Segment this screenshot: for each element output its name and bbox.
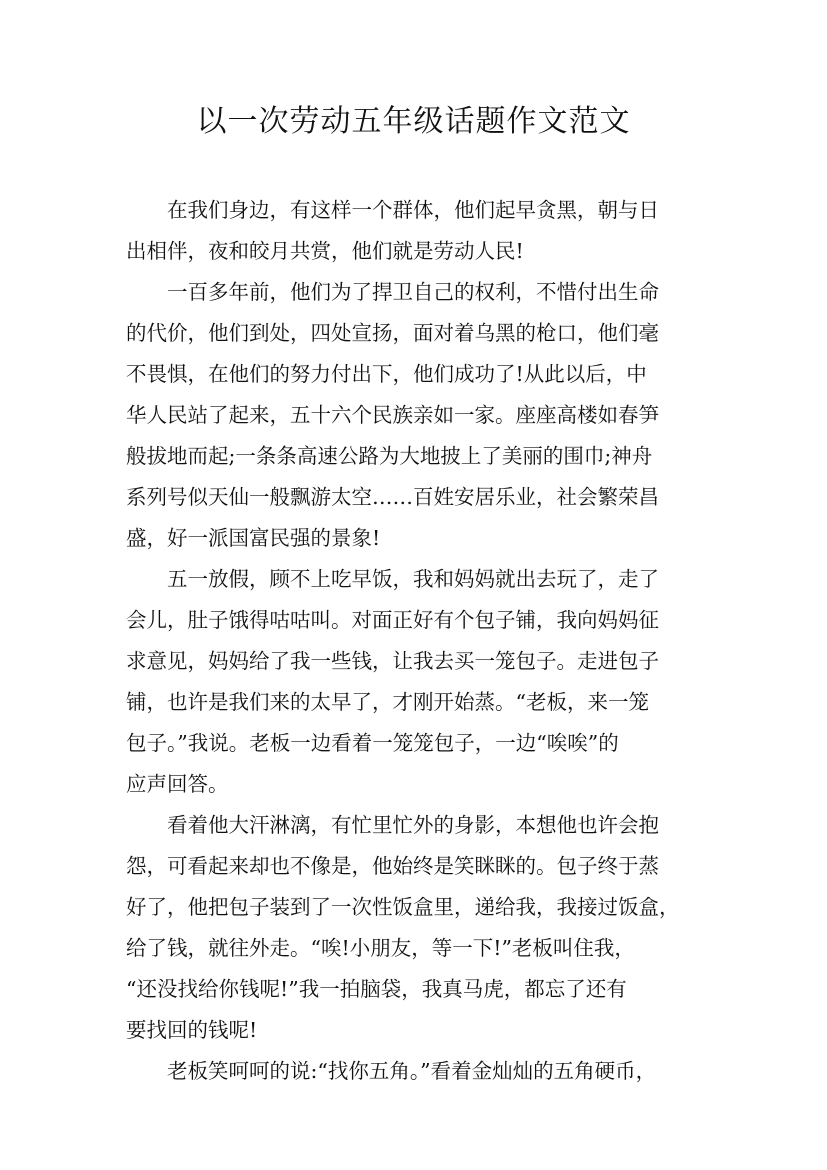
- paragraph-5: [126, 1051, 700, 1092]
- paragraph-1: [126, 190, 700, 272]
- text-line: 不畏惧，在他们的努力付出下，他们成功了!从此以后，中: [126, 362, 647, 386]
- text-line: 般拔地而起;一条条高速公路为大地披上了美丽的围巾;神舟: [126, 444, 653, 468]
- text-line: 好了，他把包子装到了一次性饭盒里，递给我，我接过饭盒，: [126, 895, 680, 919]
- text-line: 要找回的钱呢!: [126, 1018, 258, 1042]
- text-line: 出相伴，夜和皎月共赏，他们就是劳动人民!: [126, 239, 524, 263]
- text-line: 五一放假，顾不上吃早饭，我和妈妈就出去玩了，走了: [167, 567, 659, 591]
- paragraph-2: [126, 272, 700, 559]
- document-body: [126, 190, 700, 1092]
- text-line: 给了钱，就往外走。“唉!小朋友，等一下!”老板叫住我，: [126, 936, 635, 960]
- text-line: 怨，可看起来却也不像是，他始终是笑眯眯的。包子终于蒸: [126, 854, 659, 878]
- text-line: “还没找给你钱呢!”我一拍脑袋，我真马虎，都忘了还有: [126, 977, 627, 1001]
- text-line: 会儿，肚子饿得咕咕叫。对面正好有个包子铺，我向妈妈征: [126, 608, 659, 632]
- text-line: 应声回答。: [126, 772, 229, 796]
- text-line: 盛，好一派国富民强的景象!: [126, 526, 381, 550]
- text-line: 看着他大汗淋漓，有忙里忙外的身影，本想他也许会抱: [167, 813, 659, 837]
- text-line: 铺，也许是我们来的太早了，才刚开始蒸。“老板，来一笼: [126, 690, 649, 714]
- text-line: 老板笑呵呵的说:“找你五角。”看着金灿灿的五角硬币，: [167, 1059, 657, 1083]
- paragraph-4: [126, 805, 700, 1051]
- text-line: 的代价，他们到处，四处宣扬，面对着乌黑的枪口，他们毫: [126, 321, 659, 345]
- paragraph-3: [126, 559, 700, 805]
- text-line: 华人民站了起来，五十六个民族亲如一家。座座高楼如春笋: [126, 403, 659, 427]
- text-line: 一百多年前，他们为了捍卫自己的权利，不惜付出生命: [167, 280, 659, 304]
- text-line: 求意见，妈妈给了我一些钱，让我去买一笼包子。走进包子: [126, 649, 659, 673]
- text-line: 系列号似天仙一般飘游太空……百姓安居乐业，社会繁荣昌: [126, 485, 659, 509]
- text-line: 包子。”我说。老板一边看着一笼笼包子，一边“唉唉”的: [126, 731, 619, 755]
- text-line: 在我们身边，有这样一个群体，他们起早贪黑，朝与日: [167, 198, 659, 222]
- document-title: 以一次劳动五年级话题作文范文: [196, 104, 631, 139]
